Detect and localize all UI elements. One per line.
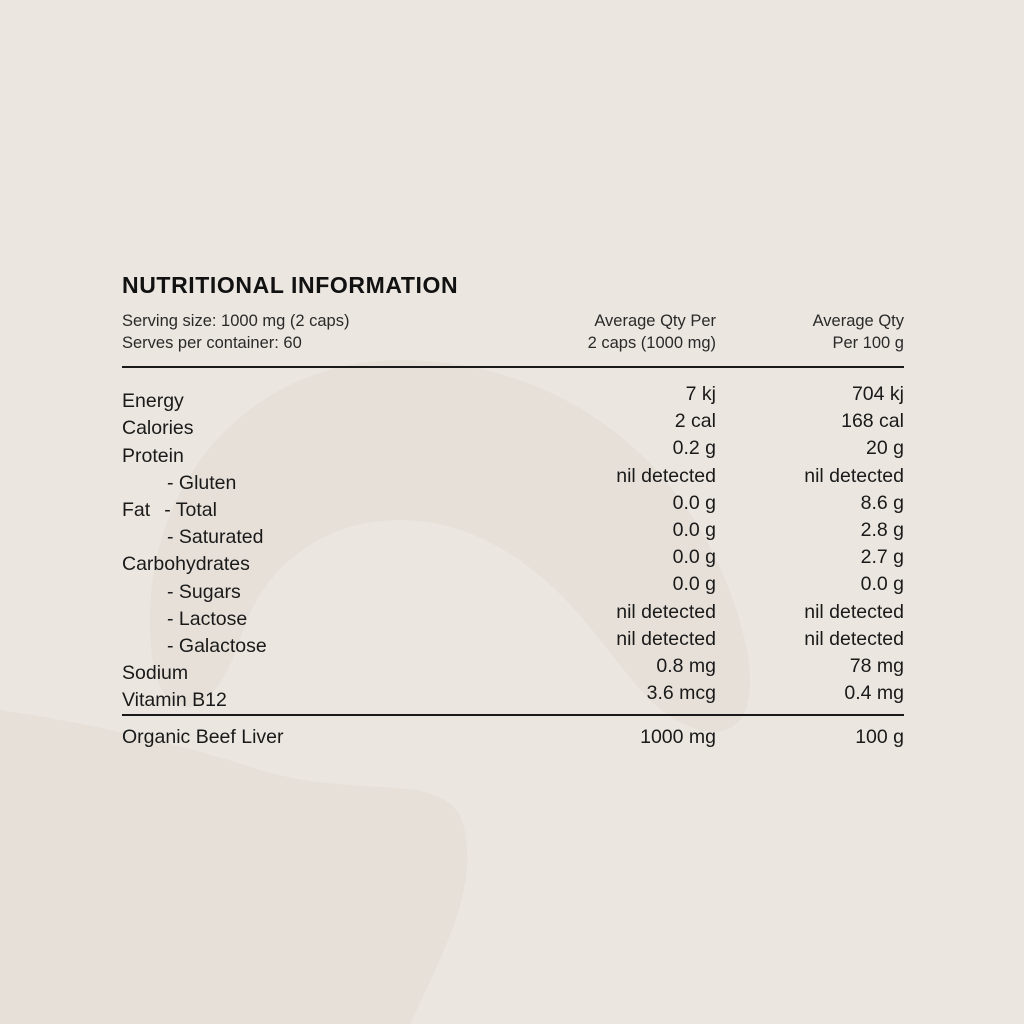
row-label: - Gluten (167, 471, 237, 494)
ingredient-label: Organic Beef Liver (122, 726, 284, 748)
row-value-per-serve: nil detected (616, 464, 716, 487)
row-label: Sodium (122, 662, 189, 685)
ingredient-value-per-serve: 1000 mg (640, 726, 716, 748)
table-row (122, 601, 904, 628)
page-title: NUTRITIONAL INFORMATION (122, 272, 459, 298)
serving-size: Serving size: 1000 mg (2 caps) (122, 312, 350, 330)
row-label: - Galactose (167, 634, 267, 657)
row-value-per-serve: nil detected (616, 627, 716, 650)
ingredient-value-per-100g: 100 g (855, 726, 904, 748)
row-label: - Lactose (167, 607, 248, 630)
column-header-per-100g-line2: Per 100 g (832, 333, 904, 352)
row-value-per-serve: 2 cal (674, 410, 716, 433)
row-value-per-serve: 0.0 g (672, 518, 716, 541)
row-label: Protein (122, 444, 184, 467)
table-row (122, 682, 904, 712)
row-value-per-100g: nil detected (804, 464, 904, 487)
row-value-per-100g: nil detected (804, 600, 904, 623)
row-label: Energy (122, 390, 184, 413)
row-value-per-100g: 0.4 mg (844, 682, 904, 705)
table-row (122, 546, 904, 576)
row-label-sub: - Total (164, 498, 217, 521)
serves-per-container: Serves per container: 60 (122, 333, 302, 352)
row-label: - Saturated (167, 526, 264, 549)
row-value-per-serve: 0.0 g (672, 546, 716, 569)
row-label: Calories (122, 417, 194, 440)
table-row (122, 518, 904, 549)
table-row (122, 465, 904, 492)
row-value-per-serve: 3.6 mcg (646, 682, 716, 705)
row-value-per-100g: 2.8 g (860, 518, 904, 541)
row-value-per-serve: 0.2 g (672, 437, 716, 460)
row-value-per-serve: 0.0 g (672, 491, 716, 514)
row-value-per-100g: 168 cal (841, 410, 904, 433)
ingredient-row (122, 726, 904, 752)
row-label: Carbohydrates (122, 553, 250, 576)
row-label: - Sugars (167, 580, 241, 603)
column-header-per-100g-line1: Average Qty (812, 312, 904, 330)
row-value-per-serve: 0.8 mg (656, 654, 716, 677)
row-value-per-serve: 0.0 g (672, 573, 716, 596)
row-label-prefix: Fat (122, 498, 151, 521)
nutrient-rows (122, 383, 904, 712)
row-value-per-100g: nil detected (804, 627, 904, 650)
row-value-per-100g: 704 kj (851, 383, 904, 405)
row-value-per-100g: 78 mg (849, 654, 904, 677)
table-row (122, 492, 904, 519)
table-row (122, 410, 904, 440)
table-row (122, 628, 904, 655)
column-header-per-serve (588, 311, 716, 354)
row-label: Vitamin B12 (122, 689, 227, 712)
header-divider (122, 366, 904, 368)
table-row (122, 654, 904, 685)
row-value-per-100g: 8.6 g (860, 491, 904, 514)
row-value-per-100g: 20 g (866, 437, 904, 460)
serving-info (122, 311, 349, 354)
footer-divider (122, 714, 904, 716)
column-header-per-100g (813, 311, 904, 354)
table-row (122, 383, 904, 413)
row-value-per-serve: 7 kj (685, 383, 716, 405)
row-value-per-serve: nil detected (616, 600, 716, 623)
column-header-per-serve-line2: 2 caps (1000 mg) (587, 333, 716, 352)
row-value-per-100g: 2.7 g (860, 546, 904, 569)
table-row (122, 573, 904, 603)
column-header-per-serve-line1: Average Qty Per (594, 312, 716, 330)
table-row (122, 437, 904, 467)
row-value-per-100g: 0.0 g (860, 573, 904, 596)
